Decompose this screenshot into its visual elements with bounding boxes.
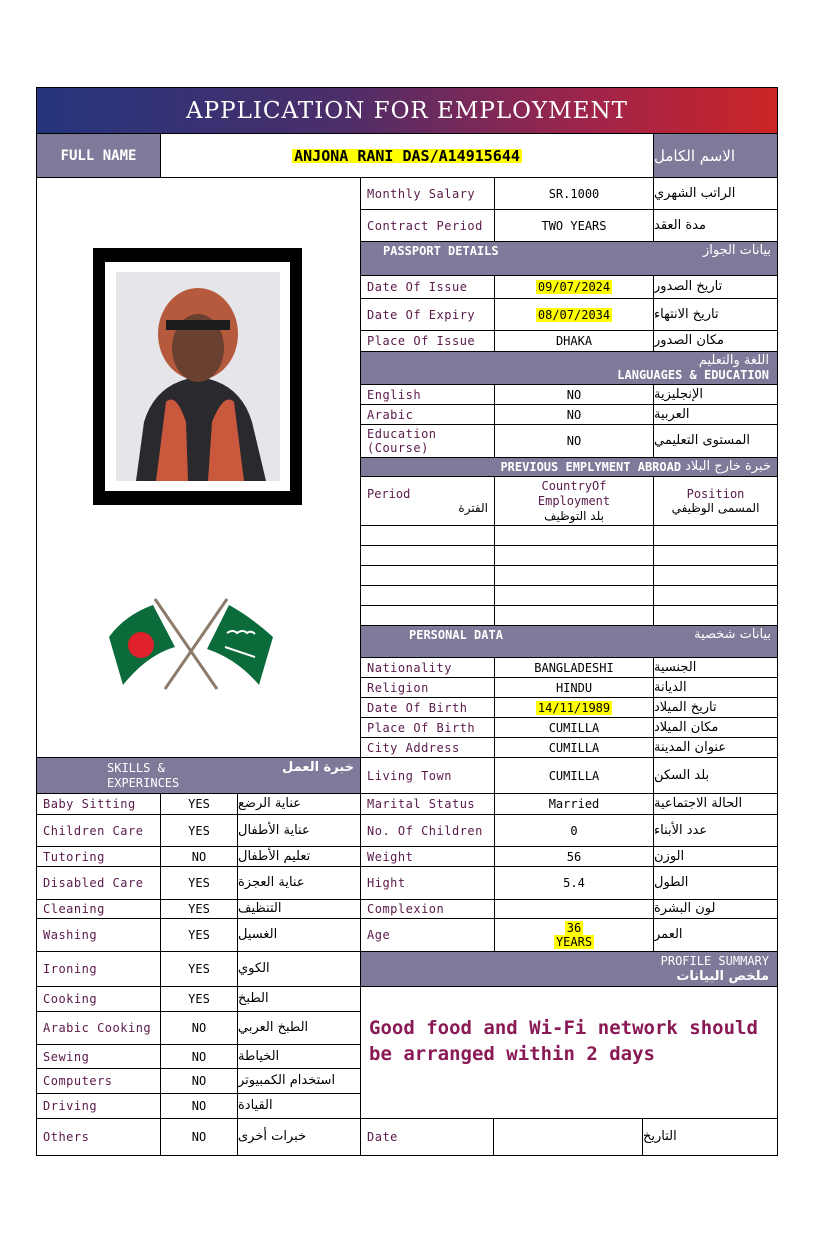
personal-header-en: PERSONAL DATA — [409, 628, 503, 642]
issue-date-ar: تاريخ الصدور — [653, 275, 778, 299]
col-position-en: Position — [686, 487, 745, 501]
date-label: Date — [360, 1118, 494, 1156]
col-country — [494, 476, 654, 526]
expiry-date-label: Date Of Expiry — [360, 298, 495, 331]
children-value: 0 — [494, 814, 654, 847]
salary-value: SR.1000 — [494, 177, 654, 210]
skill-ar: الطبخ — [237, 986, 361, 1012]
arabic-ar: العربية — [653, 404, 778, 425]
skill-ar: عناية العجزة — [237, 866, 361, 900]
skill-label: Children Care — [36, 814, 161, 847]
issue-date-label: Date Of Issue — [360, 275, 495, 299]
education-ar: المستوى التعليمي — [653, 424, 778, 458]
age-label: Age — [360, 918, 495, 952]
employment-empty-cell — [494, 525, 654, 546]
skill-label: Computers — [36, 1068, 161, 1094]
age-value — [494, 918, 654, 952]
employment-empty-cell — [360, 545, 495, 566]
col-position — [653, 476, 778, 526]
religion-ar: الديانة — [653, 677, 778, 698]
employment-empty-cell — [360, 585, 495, 606]
skill-label: Cleaning — [36, 899, 161, 919]
children-label: No. Of Children — [360, 814, 495, 847]
arabic-value: NO — [494, 404, 654, 425]
summary-header-en: PROFILE SUMMARY — [660, 954, 769, 968]
contract-value: TWO YEARS — [494, 209, 654, 242]
languages-header-ar: اللغة والتعليم — [698, 353, 769, 368]
skill-ar: عناية الأطفال — [237, 814, 361, 847]
skill-label: Arabic Cooking — [36, 1011, 161, 1045]
summary-text: Good food and Wi-Fi network should be arranged within 2 days — [360, 986, 778, 1119]
skill-label: Disabled Care — [36, 866, 161, 900]
age-unit: YEARS — [555, 935, 593, 949]
issue-place-ar: مكان الصدور — [653, 330, 778, 352]
complexion-label: Complexion — [360, 899, 495, 919]
city-value: CUMILLA — [494, 737, 654, 758]
employment-empty-cell — [653, 565, 778, 586]
weight-label: Weight — [360, 846, 495, 867]
skill-ar: تعليم الأطفال — [237, 846, 361, 867]
city-label: City Address — [360, 737, 495, 758]
skill-label: Cooking — [36, 986, 161, 1012]
employment-empty-cell — [494, 605, 654, 626]
personal-header — [360, 625, 778, 658]
skill-value: YES — [160, 793, 238, 815]
expiry-date-ar: تاريخ الانتهاء — [653, 298, 778, 331]
marital-value: Married — [494, 793, 654, 815]
skill-value: YES — [160, 986, 238, 1012]
dob-value: 14/11/1989 — [494, 697, 654, 718]
col-period-ar: الفترة — [458, 501, 488, 515]
form-title: APPLICATION FOR EMPLOYMENT — [36, 87, 778, 134]
col-country-ar: بلد التوظيف — [544, 508, 604, 523]
english-label: English — [360, 384, 495, 405]
flags-icon — [105, 597, 277, 693]
skill-ar: استخدام الكمبيوتر — [237, 1068, 361, 1094]
skill-value: YES — [160, 918, 238, 952]
languages-header-en: LANGUAGES & EDUCATION — [617, 368, 769, 382]
contract-ar: مدة العقد — [653, 209, 778, 242]
employment-header-ar: خبرة خارج البلاد — [685, 459, 771, 474]
issue-place-value: DHAKA — [494, 330, 654, 352]
religion-value: HINDU — [494, 677, 654, 698]
full-name-label: FULL NAME — [36, 133, 161, 178]
skill-value: NO — [160, 1011, 238, 1045]
height-ar: الطول — [653, 866, 778, 900]
skill-value: NO — [160, 1044, 238, 1069]
employment-empty-cell — [360, 565, 495, 586]
date-ar: التاريخ — [642, 1118, 778, 1156]
dob-ar: تاريخ الميلاد — [653, 697, 778, 718]
employment-empty-cell — [494, 585, 654, 606]
pob-ar: مكان الميلاد — [653, 717, 778, 738]
english-ar: الإنجليزية — [653, 384, 778, 405]
skill-ar: القيادة — [237, 1093, 361, 1119]
employment-empty-cell — [653, 525, 778, 546]
city-ar: عنوان المدينة — [653, 737, 778, 758]
skill-label: Ironing — [36, 951, 161, 987]
employment-header — [360, 457, 778, 477]
skill-label: Driving — [36, 1093, 161, 1119]
nationality-label: Nationality — [360, 657, 495, 678]
skills-header-en: SKILLS & EXPERINCES — [107, 761, 180, 790]
skill-value: NO — [160, 1068, 238, 1094]
religion-label: Religion — [360, 677, 495, 698]
skill-value: YES — [160, 866, 238, 900]
employment-empty-cell — [653, 605, 778, 626]
marital-ar: الحالة الاجتماعية — [653, 793, 778, 815]
skills-header — [36, 757, 361, 794]
personal-header-ar: بيانات شخصية — [694, 627, 771, 642]
age-ar: العمر — [653, 918, 778, 952]
date-value — [493, 1118, 643, 1156]
skill-ar: الخياطة — [237, 1044, 361, 1069]
complexion-ar: لون البشرة — [653, 899, 778, 919]
issue-place-label: Place Of Issue — [360, 330, 495, 352]
salary-label: Monthly Salary — [360, 177, 495, 210]
employment-empty-cell — [494, 545, 654, 566]
skill-label: Baby Sitting — [36, 793, 161, 815]
applicant-photo — [116, 272, 280, 481]
skill-value: NO — [160, 846, 238, 867]
town-ar: بلد السكن — [653, 757, 778, 794]
education-label: Education (Course) — [360, 424, 495, 458]
height-value: 5.4 — [494, 866, 654, 900]
children-ar: عدد الأبناء — [653, 814, 778, 847]
nationality-value: BANGLADESHI — [494, 657, 654, 678]
employment-empty-cell — [653, 545, 778, 566]
expiry-date-value: 08/07/2034 — [494, 298, 654, 331]
skill-label: Sewing — [36, 1044, 161, 1069]
summary-header — [360, 951, 778, 987]
col-period — [360, 476, 495, 526]
col-position-ar: المسمى الوظيفي — [671, 501, 760, 515]
issue-date-value: 09/07/2024 — [494, 275, 654, 299]
height-label: Hight — [360, 866, 495, 900]
pob-label: Place Of Birth — [360, 717, 495, 738]
employment-empty-cell — [653, 585, 778, 606]
skill-ar: عناية الرضع — [237, 793, 361, 815]
town-label: Living Town — [360, 757, 495, 794]
skill-ar: الغسيل — [237, 918, 361, 952]
dob-label: Date Of Birth — [360, 697, 495, 718]
skills-header-ar: خبرة العمل — [282, 760, 354, 775]
skill-ar: الكوي — [237, 951, 361, 987]
skill-ar: التنظيف — [237, 899, 361, 919]
nationality-ar: الجنسية — [653, 657, 778, 678]
employment-header-en: PREVIOUS EMPLYMENT ABROAD — [500, 460, 682, 474]
weight-ar: الوزن — [653, 846, 778, 867]
col-period-en: Period — [367, 487, 411, 501]
summary-header-ar: ملخص البيانات — [676, 969, 769, 984]
full-name-value: ANJONA RANI DAS/A14915644 — [160, 133, 654, 178]
skill-value: YES — [160, 951, 238, 987]
english-value: NO — [494, 384, 654, 405]
skill-value: YES — [160, 899, 238, 919]
employment-empty-cell — [360, 605, 495, 626]
town-value: CUMILLA — [494, 757, 654, 794]
complexion-value — [494, 899, 654, 919]
age-number: 36 — [566, 921, 582, 935]
skill-label: Tutoring — [36, 846, 161, 867]
pob-value: CUMILLA — [494, 717, 654, 738]
languages-header — [360, 351, 778, 385]
skill-label: Others — [36, 1118, 161, 1156]
salary-ar: الراتب الشهري — [653, 177, 778, 210]
skill-ar: خبرات أخرى — [237, 1118, 361, 1156]
full-name-ar: الاسم الكامل — [653, 133, 778, 178]
passport-header-ar: بيانات الجواز — [702, 243, 771, 258]
skill-value: NO — [160, 1093, 238, 1119]
education-value: NO — [494, 424, 654, 458]
arabic-label: Arabic — [360, 404, 495, 425]
skill-label: Washing — [36, 918, 161, 952]
col-country-en: CountryOf Employment — [537, 478, 611, 508]
passport-header — [360, 241, 778, 276]
skill-ar: الطبخ العربي — [237, 1011, 361, 1045]
passport-header-en: PASSPORT DETAILS — [383, 244, 499, 258]
contract-label: Contract Period — [360, 209, 495, 242]
marital-label: Marital Status — [360, 793, 495, 815]
weight-value: 56 — [494, 846, 654, 867]
skill-value: NO — [160, 1118, 238, 1156]
employment-empty-cell — [494, 565, 654, 586]
skill-value: YES — [160, 814, 238, 847]
employment-empty-cell — [360, 525, 495, 546]
